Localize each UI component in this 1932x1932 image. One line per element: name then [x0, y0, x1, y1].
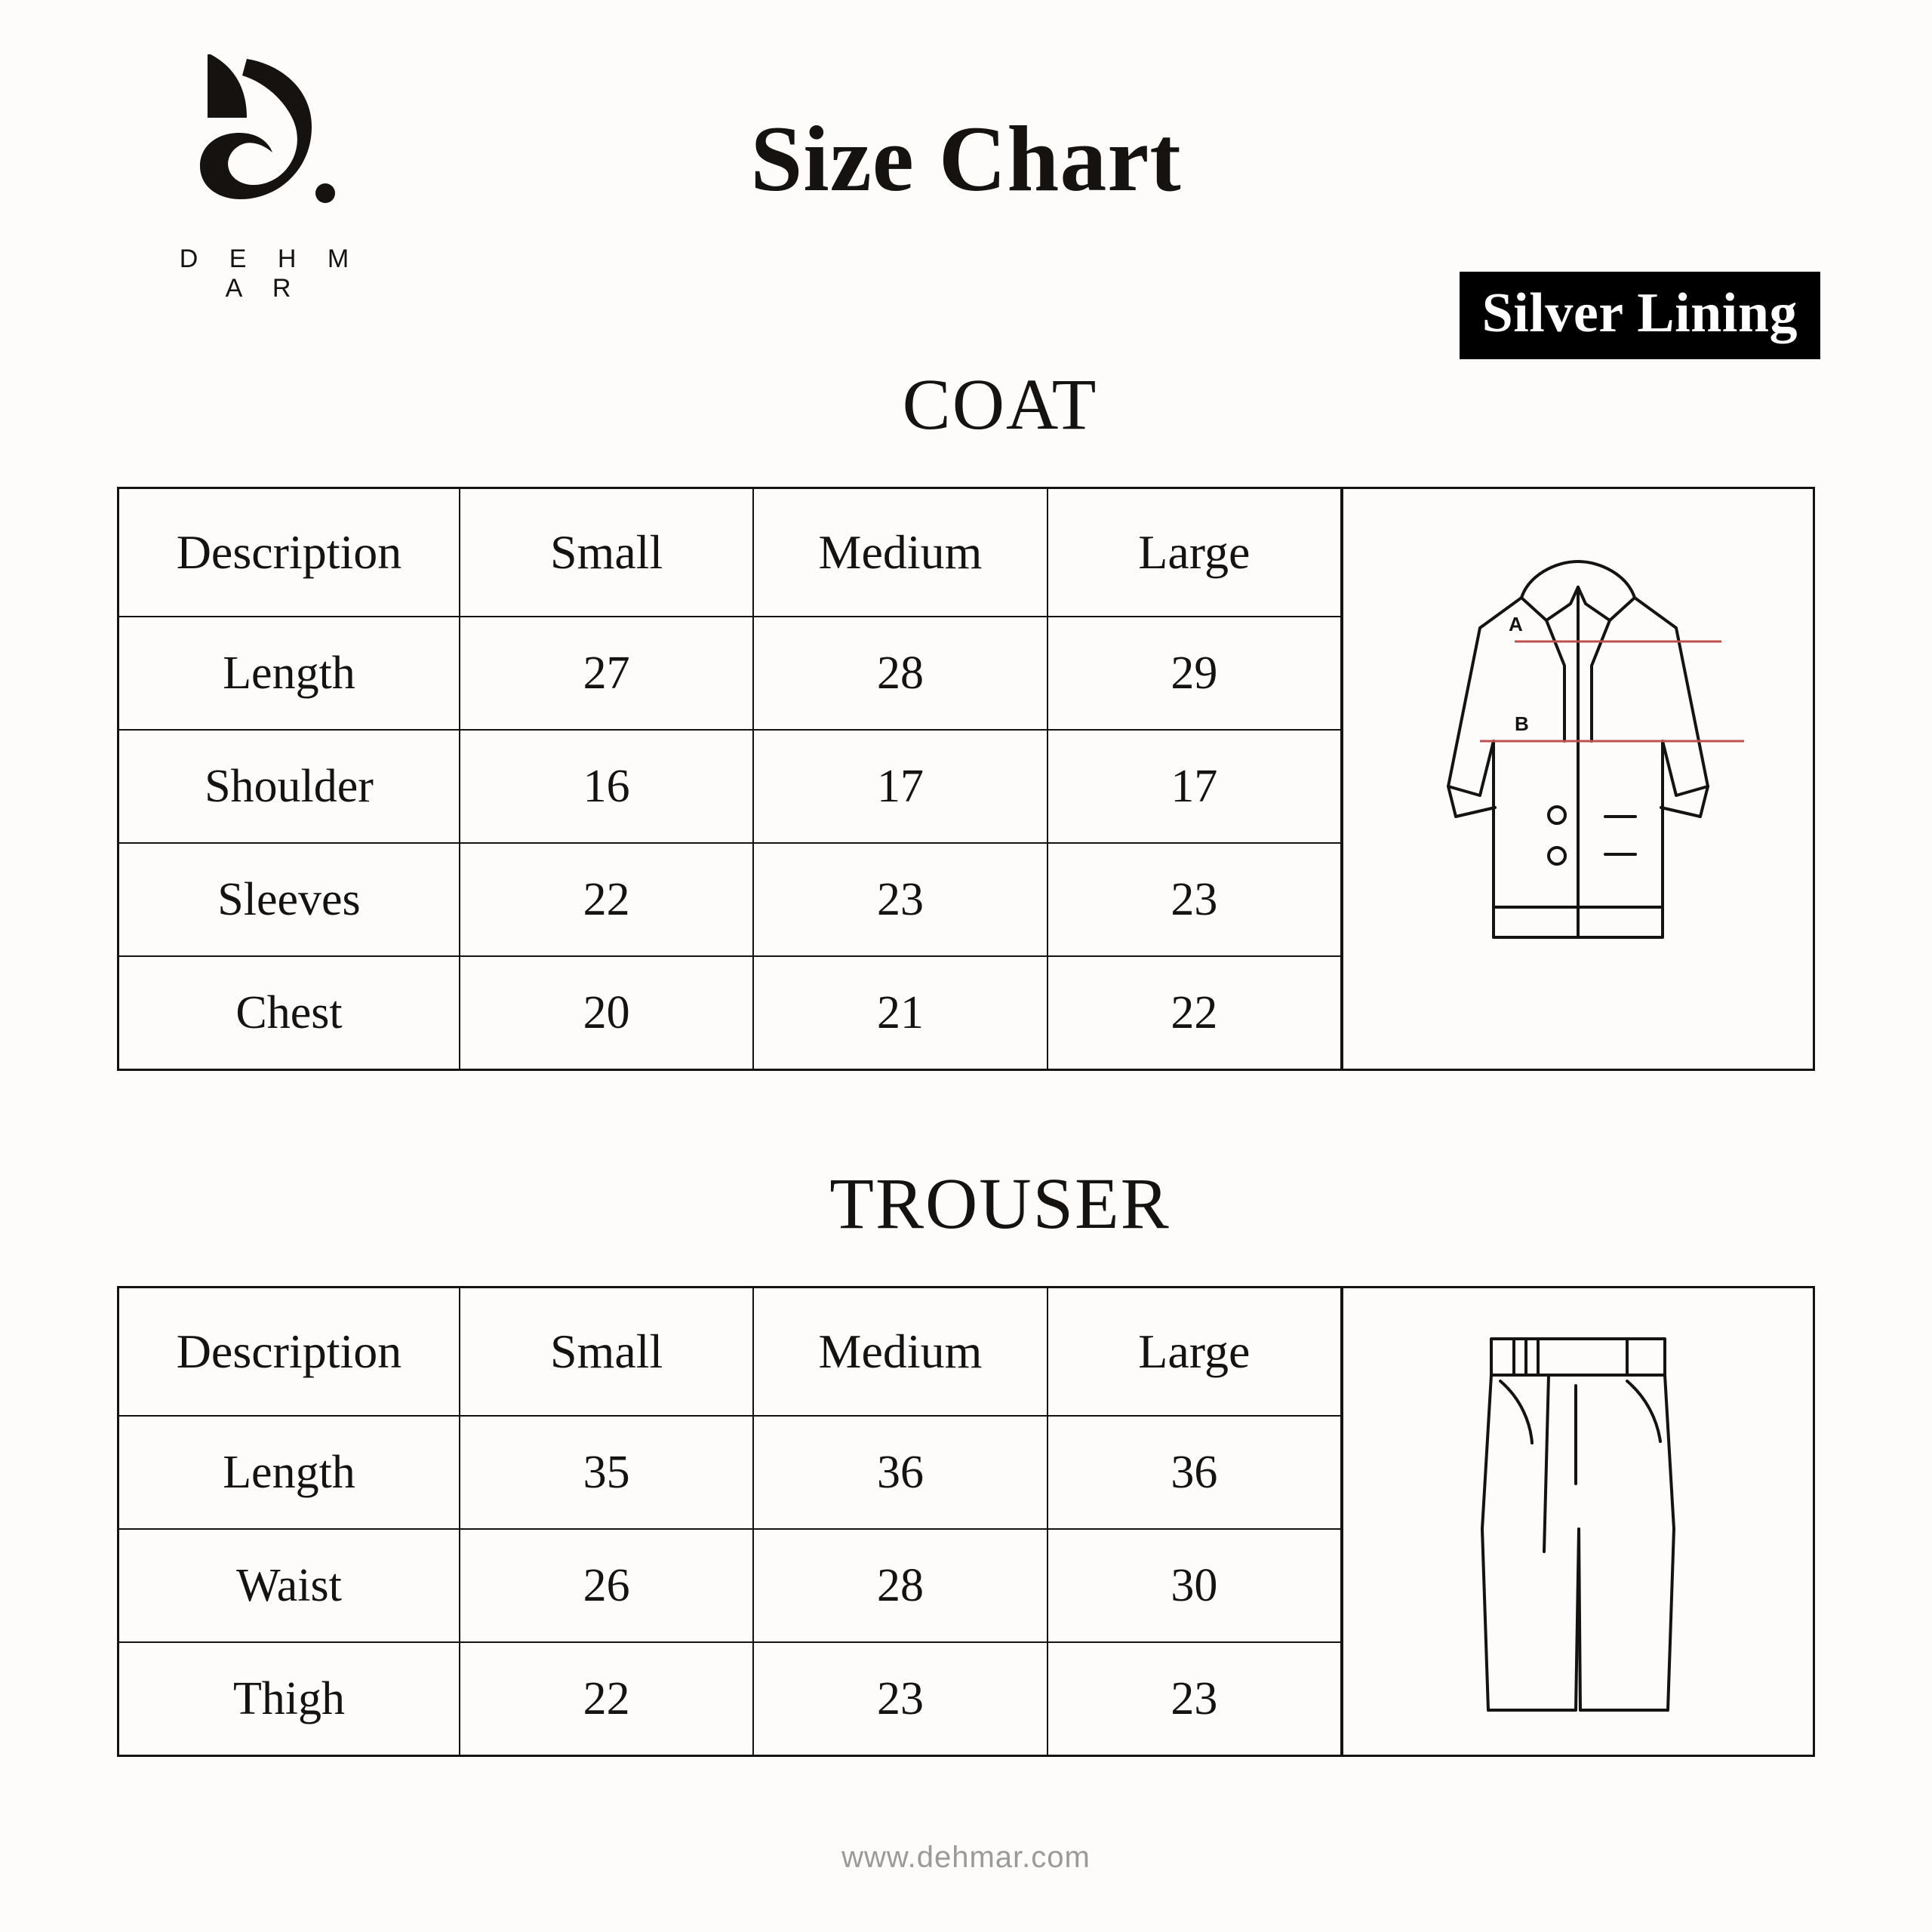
table-row [119, 1642, 1341, 1755]
cell-sleeves-small: 22 [460, 843, 753, 956]
table-row [119, 956, 1341, 1069]
column-header-small: Small [460, 1288, 753, 1416]
cell-chest-medium: 21 [753, 956, 1047, 1069]
column-header-large: Large [1048, 489, 1341, 617]
column-header-medium: Medium [753, 489, 1047, 617]
cell-shoulder-medium: 17 [753, 730, 1047, 843]
coat-section-title: COAT [902, 364, 1098, 445]
cell-chest-large: 22 [1048, 956, 1341, 1069]
cell-thigh-medium: 23 [753, 1642, 1047, 1755]
row-label-waist: Waist [119, 1529, 460, 1642]
coat-illustration-cell [1342, 489, 1813, 1069]
cell-length-small: 27 [460, 617, 753, 730]
table-row [119, 843, 1341, 956]
coat-table-wrap [117, 487, 1815, 1071]
cell-thigh-small: 22 [460, 1642, 753, 1755]
column-header-description: Description [119, 1288, 460, 1416]
table-row [119, 730, 1341, 843]
table-row [119, 1416, 1341, 1529]
coat-size-table [119, 489, 1342, 1069]
cell-length-small: 35 [460, 1416, 753, 1529]
trouser-section [117, 1161, 1815, 1757]
marker-label-b: B [1515, 712, 1529, 735]
column-header-description: Description [119, 489, 460, 617]
cell-sleeves-medium: 23 [753, 843, 1047, 956]
table-header-row [119, 1288, 1341, 1416]
cell-thigh-large: 23 [1048, 1642, 1341, 1755]
table-header-row [119, 489, 1341, 617]
row-label-length: Length [119, 1416, 460, 1529]
row-label-chest: Chest [119, 956, 460, 1069]
brand-name: D E H M A R [179, 245, 361, 303]
marker-label-a: A [1509, 613, 1523, 635]
trouser-technical-sketch-icon [1401, 1303, 1755, 1740]
column-header-small: Small [460, 489, 753, 617]
table-row [119, 617, 1341, 730]
cell-chest-small: 20 [460, 956, 753, 1069]
cell-sleeves-large: 23 [1048, 843, 1341, 956]
cell-length-large: 36 [1048, 1416, 1341, 1529]
row-label-shoulder: Shoulder [119, 730, 460, 843]
table-row [119, 1529, 1341, 1642]
column-header-large: Large [1048, 1288, 1341, 1416]
row-label-sleeves: Sleeves [119, 843, 460, 956]
page-header [0, 0, 1932, 362]
cell-length-large: 29 [1048, 617, 1341, 730]
cell-waist-medium: 28 [753, 1529, 1047, 1642]
column-header-medium: Medium [753, 1288, 1047, 1416]
cell-waist-large: 30 [1048, 1529, 1341, 1642]
trouser-illustration-cell [1342, 1288, 1813, 1755]
coat-technical-sketch-icon [1367, 515, 1789, 1043]
coat-section [117, 362, 1815, 1071]
trouser-table-wrap [117, 1286, 1815, 1757]
cell-shoulder-small: 16 [460, 730, 753, 843]
page-title: Size Chart [750, 107, 1182, 211]
cell-waist-small: 26 [460, 1529, 753, 1642]
trouser-size-table [119, 1288, 1342, 1755]
cell-shoulder-large: 17 [1048, 730, 1341, 843]
row-label-length: Length [119, 617, 460, 730]
status-badge: Silver Lining [1460, 272, 1820, 359]
row-label-thigh: Thigh [119, 1642, 460, 1755]
trouser-section-title: TROUSER [829, 1163, 1171, 1244]
footer-website[interactable]: www.dehmar.com [841, 1841, 1091, 1874]
cell-length-medium: 28 [753, 617, 1047, 730]
cell-length-medium: 36 [753, 1416, 1047, 1529]
